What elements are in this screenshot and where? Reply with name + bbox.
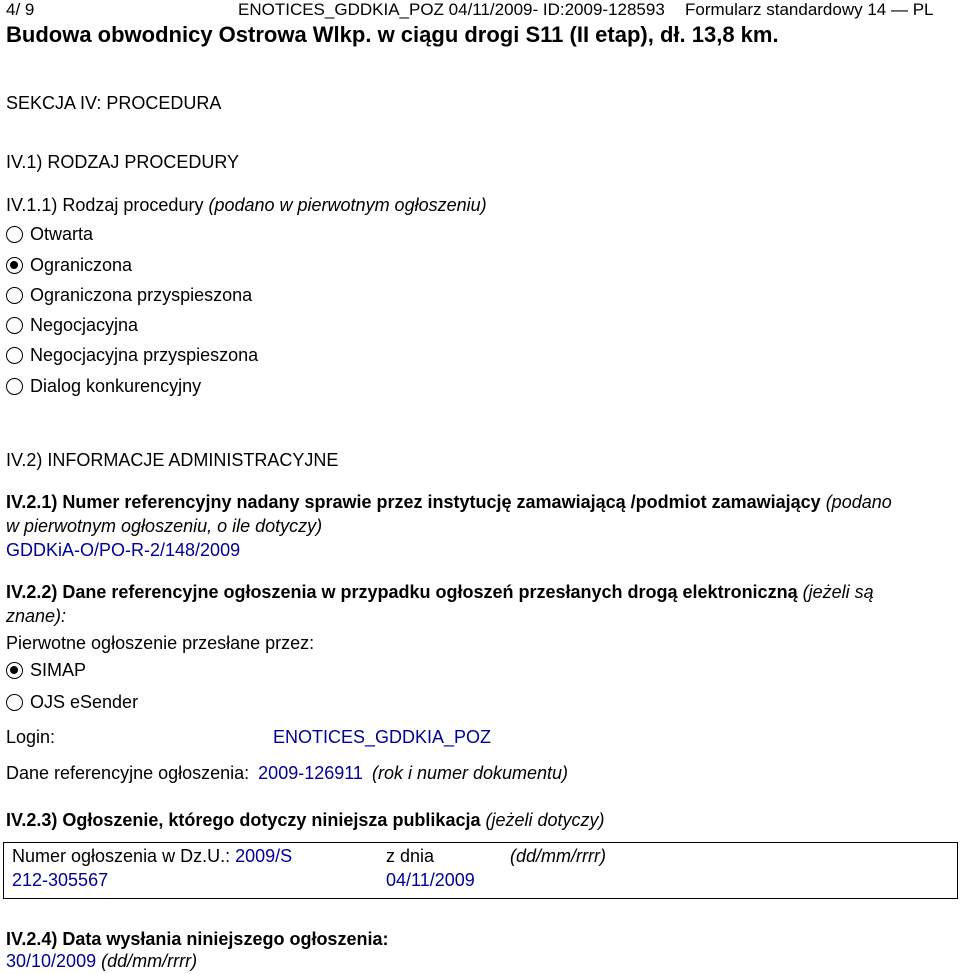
login-value: ENOTICES_GDDKIA_POZ bbox=[273, 727, 492, 747]
ojeu-number-value-a: 2009/S bbox=[235, 846, 293, 866]
iv2-heading: IV.2) INFORMACJE ADMINISTRACYJNE bbox=[6, 450, 339, 470]
iv11-note: (podano w pierwotnym ogłoszeniu) bbox=[208, 195, 487, 215]
iv23-heading: IV.2.3) Ogłoszenie, którego dotyczy niniejsza publikacja bbox=[6, 810, 481, 830]
ojeu-number-label: Numer ogłoszenia w Dz.U.: bbox=[12, 846, 231, 866]
option-label: Negocjacyjna bbox=[30, 314, 139, 335]
reference-label: Dane referencyjne ogłoszenia: bbox=[6, 763, 250, 783]
login-label: Login: bbox=[6, 727, 56, 747]
radio-unchecked-icon bbox=[6, 694, 23, 711]
dispatch-date-line bbox=[6, 951, 197, 972]
iv23-note: (jeżeli dotyczy) bbox=[485, 810, 605, 830]
iv24-heading: IV.2.4) Data wysłania niniejszego ogłoszenia: bbox=[6, 929, 389, 949]
page-number: 4/ 9 bbox=[6, 0, 35, 19]
option-label: Dialog konkurencyjny bbox=[30, 375, 202, 396]
dispatch-date-value: 30/10/2009 bbox=[6, 951, 97, 971]
reference-note: (rok i numer dokumentu) bbox=[371, 763, 569, 783]
iv22-note-b: znane): bbox=[6, 606, 67, 626]
document-title: Budowa obwodnicy Ostrowa Wlkp. w ciągu drogi S11 (II etap), dł. 13,8 km. bbox=[6, 22, 779, 47]
iv21-note-a: (podano bbox=[825, 492, 892, 512]
radio-unchecked-icon bbox=[6, 287, 23, 304]
procedure-option-dialog[interactable] bbox=[6, 374, 201, 398]
reference-line bbox=[6, 763, 568, 784]
sent-by-option-ojs[interactable] bbox=[6, 690, 138, 714]
dispatch-date-format: (dd/mm/rrrr) bbox=[101, 951, 198, 971]
iv11-heading bbox=[6, 195, 487, 216]
option-label: Ograniczona bbox=[30, 254, 133, 275]
option-label: Negocjacyjna przyspieszona bbox=[30, 344, 259, 365]
ojeu-number-value-b: 212-305567 bbox=[12, 870, 109, 890]
procedure-option-negocjacyjna[interactable] bbox=[6, 313, 138, 337]
iv21-heading-line bbox=[6, 492, 892, 513]
iv21-note-b: w pierwotnym ogłoszeniu, o ile dotyczy) bbox=[6, 516, 323, 536]
ojeu-number-line bbox=[12, 846, 292, 867]
option-label: SIMAP bbox=[30, 659, 87, 680]
reference-value: 2009-126911 bbox=[258, 763, 363, 783]
radio-unchecked-icon bbox=[6, 378, 23, 395]
sent-by-option-simap[interactable] bbox=[6, 658, 86, 682]
reference-number: GDDKiA-O/PO-R-2/148/2009 bbox=[6, 540, 241, 560]
iv21-heading: IV.2.1) Numer referencyjny nadany sprawie przez instytucję zamawiającą /podmiot zamawiający bbox=[6, 492, 821, 512]
radio-checked-icon bbox=[6, 257, 23, 274]
procedure-option-ograniczona[interactable] bbox=[6, 253, 132, 277]
radio-unchecked-icon bbox=[6, 347, 23, 364]
radio-unchecked-icon bbox=[6, 226, 23, 243]
iv11-heading-text: IV.1.1) Rodzaj procedury bbox=[6, 195, 204, 215]
section-title: SEKCJA IV: PROCEDURA bbox=[6, 93, 222, 113]
notice-id: ENOTICES_GDDKIA_POZ 04/11/2009- ID:2009-128593 bbox=[238, 0, 665, 19]
iv22-heading-line bbox=[6, 582, 874, 603]
iv1-heading: IV.1) RODZAJ PROCEDURY bbox=[6, 152, 240, 172]
date-label: z dnia bbox=[386, 846, 435, 866]
option-label: OJS eSender bbox=[30, 691, 139, 712]
procedure-option-ograniczona-przyspieszona[interactable] bbox=[6, 283, 252, 307]
sent-by-label: Pierwotne ogłoszenie przesłane przez: bbox=[6, 633, 315, 653]
iv22-note-a: (jeżeli są bbox=[802, 582, 874, 602]
iv23-heading-line bbox=[6, 810, 605, 831]
form-label: Formularz standardowy 14 — PL bbox=[685, 0, 934, 19]
date-value: 04/11/2009 bbox=[386, 870, 475, 890]
option-label: Ograniczona przyspieszona bbox=[30, 284, 253, 305]
radio-checked-icon bbox=[6, 662, 23, 679]
option-label: Otwarta bbox=[30, 223, 94, 244]
previous-notice-box bbox=[3, 842, 958, 899]
procedure-option-negocjacyjna-przyspieszona[interactable] bbox=[6, 343, 258, 367]
iv22-heading: IV.2.2) Dane referencyjne ogłoszenia w przypadku ogłoszeń przesłanych drogą elektroniczną bbox=[6, 582, 798, 602]
date-format: (dd/mm/rrrr) bbox=[510, 846, 606, 866]
radio-unchecked-icon bbox=[6, 317, 23, 334]
procedure-option-otwarta[interactable] bbox=[6, 222, 93, 246]
